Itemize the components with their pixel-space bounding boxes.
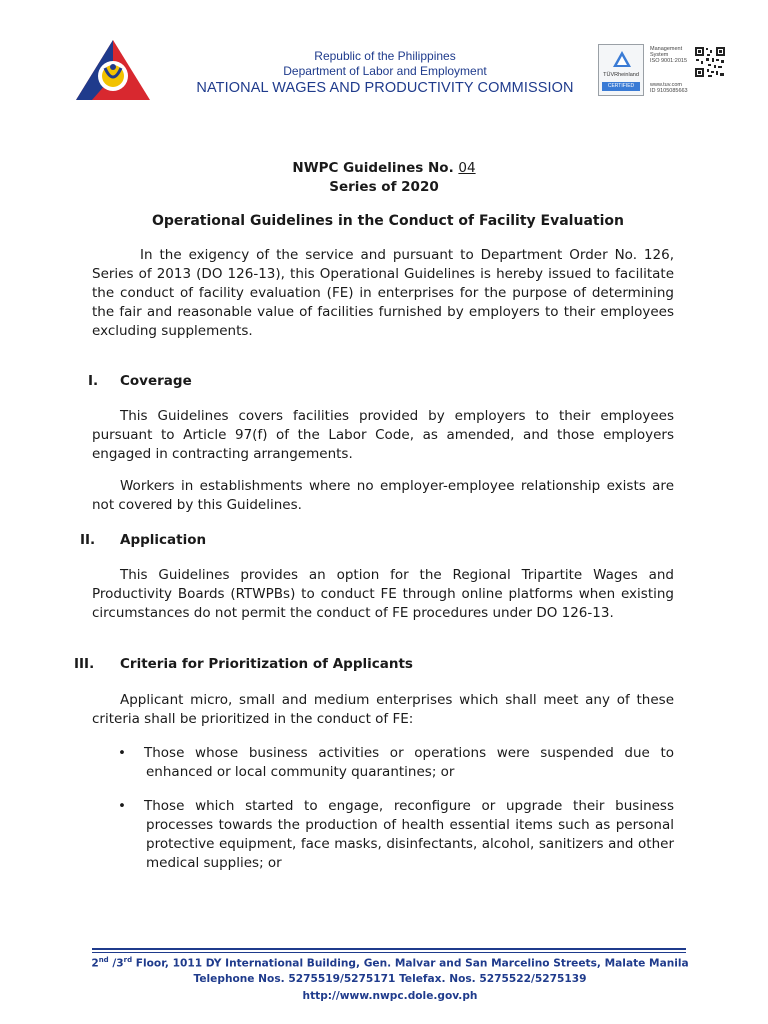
document-title: Operational Guidelines in the Conduct of Facility Evaluation <box>152 213 624 229</box>
tuv-triangle-icon <box>612 50 632 68</box>
section-3-title: Criteria for Prioritization of Applicants <box>120 656 413 672</box>
dole-logo <box>74 38 152 102</box>
footer-address-part-1: 2 <box>91 957 99 970</box>
bullet-2-text: Those which started to engage, reconfigure or upgrade their business processes towards the production of health essential items such as personal protective equipment, face masks, disinfectants, alcohol, sanitizers and other medical supplies; or <box>144 798 674 871</box>
footer-address-sup-2: rd <box>123 956 133 964</box>
header-republic: Republic of the Philippines <box>314 49 456 63</box>
footer-address <box>80 956 700 970</box>
header-department: Department of Labor and Employment <box>283 64 487 78</box>
section-3-number: III. <box>74 656 95 672</box>
tuv-badge-name: TÜVRheinland <box>603 72 639 78</box>
section-1-paragraph-1: This Guidelines covers facilities provided by employers to their employees pursuant to Article 97(f) of the Labor Code, as amended, and those employers engaged in contracting arrangements. <box>92 408 674 462</box>
qr-code-icon <box>694 46 726 78</box>
bullet-1-text: Those whose business activities or operations were suspended due to enhanced or local community quarantines; or <box>144 745 674 780</box>
footer-telephone: Telephone Nos. 5275519/5275171 Telefax. Nos. 5275522/5275139 <box>193 973 587 985</box>
section-1-number: I. <box>88 373 99 389</box>
footer-address-part-2: /3 <box>108 957 124 970</box>
footer-address-sup-1: nd <box>98 956 109 964</box>
tuv-badge <box>598 44 644 96</box>
section-2-title: Application <box>120 532 207 548</box>
bullet-2-marker: • <box>118 798 126 814</box>
cert-line-1: Management <box>650 46 683 52</box>
bullet-1-marker: • <box>118 745 126 761</box>
section-3-paragraph-1: Applicant micro, small and medium enterprises which shall meet any of these criteria shall be prioritized in the conduct of FE: <box>92 692 674 727</box>
footer-website-link[interactable]: http://www.nwpc.dole.gov.ph <box>302 990 478 1002</box>
section-1-title: Coverage <box>120 373 192 389</box>
guideline-prefix: NWPC Guidelines No. <box>292 160 459 176</box>
cert-line-3: ISO 9001:2015 <box>650 58 688 64</box>
intro-paragraph: In the exigency of the service and pursuant to Department Order No. 126, Series of 2013 (DO 126-13), this Operational Guidelines is hereby issued to facilitate the conduct of facility evaluation (FE) in enterprises for the purpose of determining the fair and reasonable value of facilities furnished by employers to their employees excluding supplements. <box>92 247 674 339</box>
cert-id: ID 9105085663 <box>650 88 688 94</box>
footer-rule <box>92 948 686 950</box>
footer-address-part-3: Floor, 1011 DY International Building, Gen. Malvar and San Marcelino Streets, Malate Manila <box>132 957 689 970</box>
section-2-paragraph-1: This Guidelines provides an option for the Regional Tripartite Wages and Productivity Boards (RTWPBs) to conduct FE through online platforms when existing circumstances do not permit the conduct of FE procedures under DO 126-13. <box>92 567 674 621</box>
guideline-series: Series of 2020 <box>329 179 439 195</box>
guideline-number <box>134 159 634 178</box>
tuv-certified-label: CERTIFIED <box>602 82 640 91</box>
cert-url: www.tuv.com <box>650 82 682 88</box>
section-1-paragraph-2: Workers in establishments where no employer-employee relationship exists are not covered by this Guidelines. <box>92 478 674 513</box>
footer-rule-thin <box>92 952 686 953</box>
guideline-no: 04 <box>458 160 476 176</box>
section-2-number: II. <box>80 532 96 548</box>
header-commission: NATIONAL WAGES AND PRODUCTIVITY COMMISSION <box>196 80 574 96</box>
cert-line-2: System <box>650 52 669 58</box>
iso-certification-badge <box>598 44 728 96</box>
